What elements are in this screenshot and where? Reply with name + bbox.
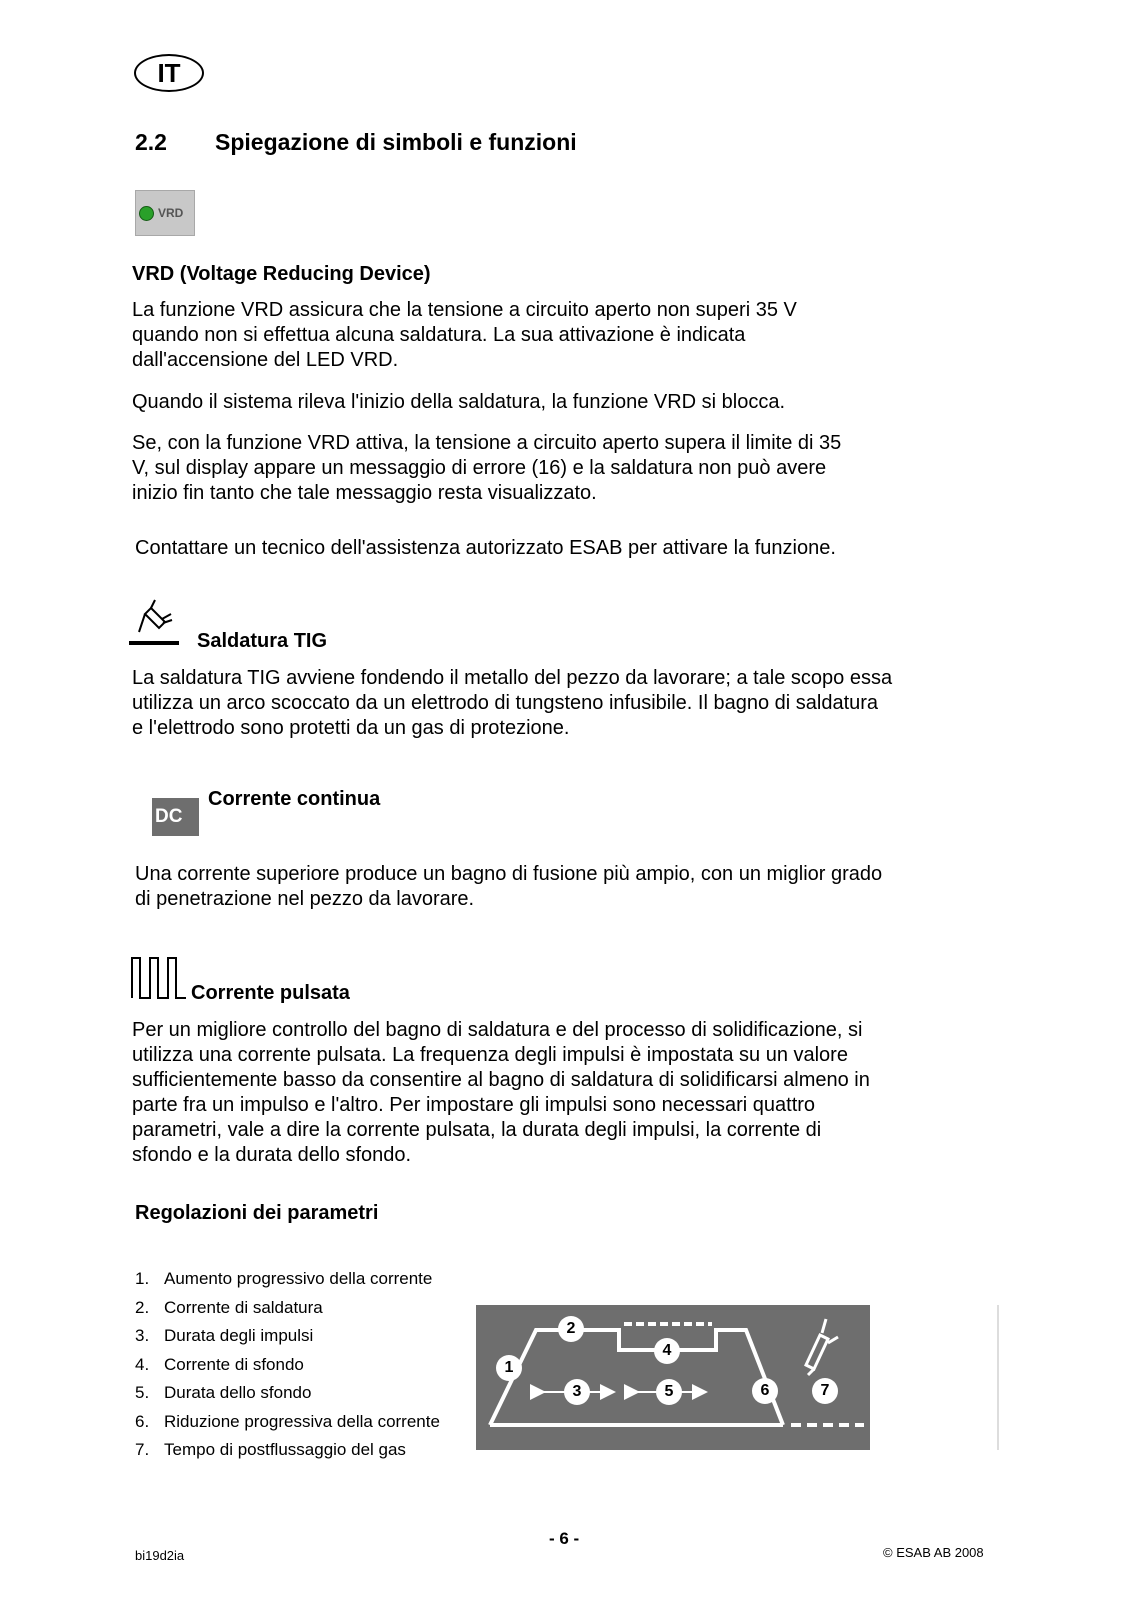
params-heading: Regolazioni dei parametri — [135, 1202, 379, 1224]
list-item: 6. Riduzione progressiva della corrente — [135, 1411, 440, 1431]
marker-2: 2 — [558, 1316, 584, 1342]
diagram-markers — [476, 1305, 866, 1450]
vrd-heading: VRD (Voltage Reducing Device) — [132, 263, 431, 285]
vrd-paragraph-3: Se, con la funzione VRD attiva, la tensione a circuito aperto supera il limite di 35 V, sul display appare un messaggio di errore (16) e la saldatura non può avere inizio fin tanto che tale messaggio resta visualizzato. — [132, 432, 842, 504]
list-item: 5. Durata dello sfondo — [135, 1383, 312, 1402]
list-item: 3. Durata degli impulsi — [135, 1326, 314, 1345]
params-list — [135, 1265, 440, 1465]
page-number: - 6 - — [549, 1529, 580, 1548]
green-led-icon — [139, 206, 154, 221]
section-title: Spiegazione di simboli e funzioni — [215, 129, 577, 155]
vrd-icon-label: VRD — [158, 206, 184, 220]
list-item: 4. Corrente di sfondo — [135, 1354, 304, 1374]
pulse-waveform-icon — [130, 954, 188, 1000]
vrd-led-icon — [135, 190, 195, 236]
vrd-paragraph-2: Quando il sistema rileva l'inizio della saldatura, la funzione VRD si blocca. — [132, 391, 786, 413]
list-item: 2. Corrente di saldatura — [135, 1297, 323, 1317]
marker-6: 6 — [752, 1378, 778, 1404]
pulse-heading: Corrente pulsata — [191, 982, 350, 1004]
copyright: © ESAB AB 2008 — [883, 1545, 984, 1560]
vrd-paragraph-4: Contattare un tecnico dell'assistenza autorizzato ESAB per attivare la funzione. — [135, 537, 836, 559]
list-item: 7. Tempo di postflussaggio del gas — [135, 1440, 406, 1459]
marker-3: 3 — [564, 1379, 590, 1405]
doc-code: bi19d2ia — [135, 1548, 185, 1563]
pulse-paragraph: Per un migliore controllo del bagno di saldatura e del processo di solidificazione, si utilizza una corrente pulsata. La frequenza degli impulsi è impostata su un valore sufficientemente basso da consentire al bagno di saldatura di solidificarsi almeno in parte fra un impulso e l'altro. Per impostare gli impulsi sono necessari quattro parametri, vale a dire la corrente pulsata, la durata degli impulsi, la corrente di sfondo e la durata dello sfondo. — [132, 1019, 870, 1166]
list-item: 1. Aumento progressivo della corrente — [135, 1269, 433, 1288]
tig-torch-icon — [129, 598, 181, 648]
marker-5: 5 — [656, 1379, 682, 1405]
marker-7: 7 — [812, 1378, 838, 1404]
dc-icon: DC — [152, 798, 199, 836]
language-badge: IT — [134, 54, 204, 92]
marker-1: 1 — [496, 1355, 522, 1381]
tig-paragraph: La saldatura TIG avviene fondendo il metallo del pezzo da lavorare; a tale scopo essa utilizza un arco scoccato da un elettrodo di tungsteno infusibile. Il bagno di saldatura e l'elettrodo sono protetti da un gas di protezione. — [132, 667, 893, 739]
marker-4: 4 — [654, 1338, 680, 1364]
dc-paragraph: Una corrente superiore produce un bagno di fusione più ampio, con un miglior grado di penetrazione nel pezzo da lavorare. — [135, 863, 883, 910]
tig-heading: Saldatura TIG — [197, 630, 328, 652]
section-number: 2.2 — [135, 129, 167, 155]
dc-heading: Corrente continua — [208, 788, 381, 810]
vrd-paragraph-1: La funzione VRD assicura che la tensione a circuito aperto non superi 35 V quando non si effettua alcuna saldatura. La sua attivazione è indicata dall'accensione del LED VRD. — [132, 299, 797, 371]
